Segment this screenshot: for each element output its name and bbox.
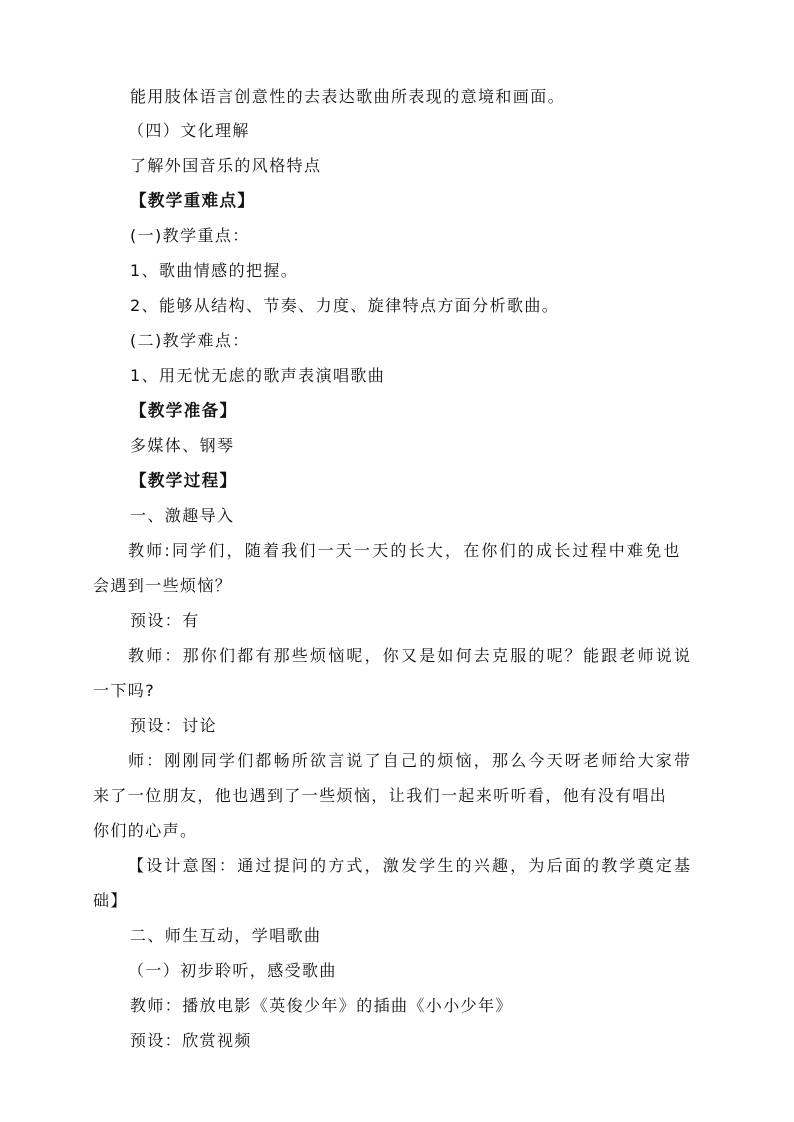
paragraph-line: 多媒体、钢琴 xyxy=(130,436,235,455)
section-heading: 【教学重难点】 xyxy=(130,191,256,210)
subsection-heading: (一)教学重点： xyxy=(130,226,250,245)
paragraph-line: 教师：那你们都有那些烦恼呢，你又是如何去克服的呢？能跟老师说说 xyxy=(128,646,693,665)
list-item: 1、用无忧无虑的歌声表演唱歌曲 xyxy=(130,366,386,385)
paragraph-line: 预设：有 xyxy=(130,611,200,630)
list-item: 1、歌曲情感的把握。 xyxy=(130,261,299,280)
paragraph-line: 师：刚刚同学们都畅所欲言说了自己的烦恼，那么今天呀老师给大家带 xyxy=(128,751,693,770)
paragraph-line: 预设：讨论 xyxy=(130,716,218,735)
paragraph-line: 了解外国音乐的风格特点 xyxy=(130,156,322,175)
section-heading: （四）文化理解 xyxy=(128,121,250,140)
section-heading: 【教学准备】 xyxy=(130,401,238,420)
list-item: 2、能够从结构、节奏、力度、旋律特点方面分析歌曲。 xyxy=(130,296,560,315)
paragraph-line: 能用肢体语言创意性的去表达歌曲所表现的意境和画面。 xyxy=(130,87,566,106)
paragraph-line: 来了一位朋友，他也遇到了一些烦恼，让我们一起来听听看，他有没有唱出 xyxy=(93,786,668,805)
paragraph-line: 教师:同学们，随着我们一天一天的长大，在你们的成长过程中难免也 xyxy=(128,541,682,560)
paragraph-line: 础】 xyxy=(93,891,128,910)
subsection-heading: (二)教学难点： xyxy=(130,331,250,350)
paragraph-line: 会遇到一些烦恼？ xyxy=(93,576,233,595)
section-heading: 【教学过程】 xyxy=(130,471,238,490)
paragraph-line: 教师：播放电影《英俊少年》的插曲《小小少年》 xyxy=(130,996,513,1015)
subsection-heading: 一、激趣导入 xyxy=(130,506,235,525)
section-heading: 二、师生互动，学唱歌曲 xyxy=(130,926,322,945)
paragraph-line: 你们的心声。 xyxy=(93,821,198,840)
paragraph-line: 一下吗? xyxy=(93,681,156,700)
paragraph-line: 【设计意图：通过提问的方式，激发学生的兴趣，为后面的教学奠定基 xyxy=(128,856,693,875)
paragraph-line: 预设：欣赏视频 xyxy=(130,1031,252,1050)
subsection-heading: （一）初步聆听，感受歌曲 xyxy=(128,961,337,980)
